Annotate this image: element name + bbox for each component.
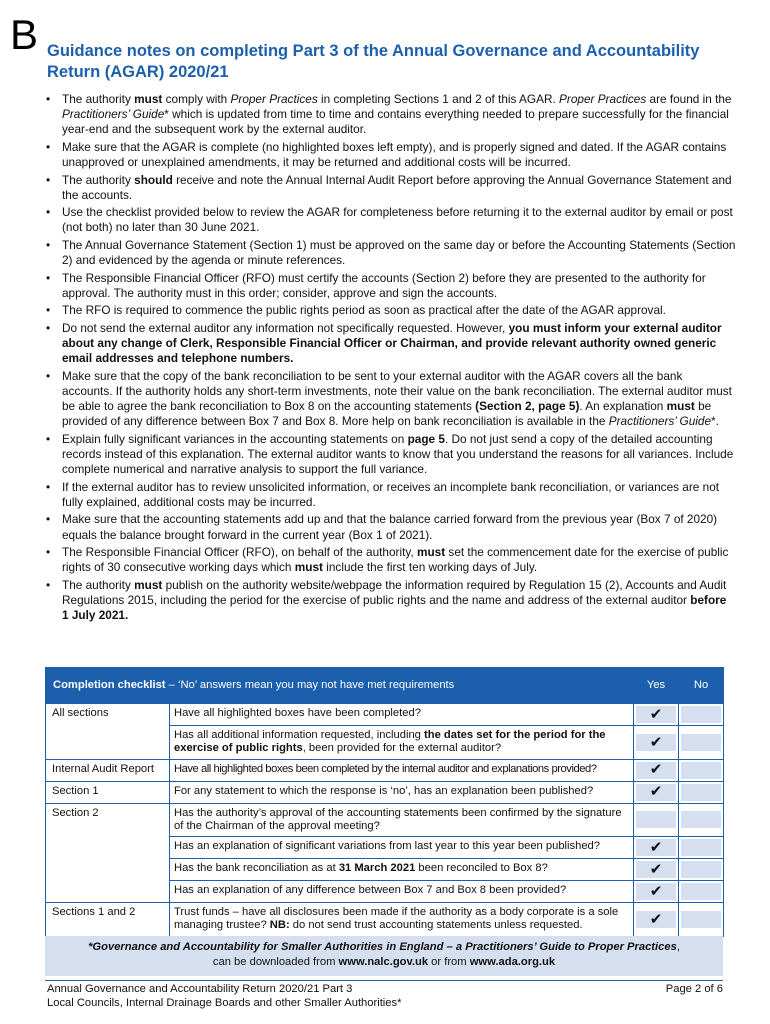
text-run: Make sure that the copy of the bank reconciliation to be sent to your external auditor with the AGAR covers all the bank accounts. If the authority holds any short-term investments, note their value on the bank reconciliation. The external auditor must be able to agree the bank reconciliation to Box 8 on the accounting statements [62,368,732,414]
text-run: receive and note the Annual Internal Audit Report before approving the Annual Governance Statement and the accounts. [62,172,732,202]
footnote-link-ada[interactable]: www.ada.org.uk [469,956,556,968]
checklist-yes-cell [634,759,679,781]
checkmark-icon: ✔ [649,861,663,879]
text-run: 31 March 2021 [338,862,416,875]
checklist-no-cell [679,903,724,937]
checklist-header-row [46,668,724,704]
guidance-bullet [46,545,736,575]
checklist-header-note: – ‘No’ answers mean you may not have met requirements [165,678,455,691]
bullet-dot-icon: • [46,512,51,527]
guidance-bullet [46,369,736,430]
footnote-link-nalc[interactable]: www.nalc.gov.uk [338,956,429,968]
guidance-bullet [46,578,736,623]
text-run: do not send trust accounting statements unless requested. [289,919,583,932]
guidance-bullet [46,303,736,318]
text-run: page 5 [407,431,445,446]
text-run: Explain fully significant variances in the accounting statements on [62,431,408,446]
text-run: in completing Sections 1 and 2 of this AGAR. [317,92,560,106]
checklist-no-checkbox[interactable] [681,883,721,900]
footer-audience: Local Councils, Internal Drainage Boards and other Smaller Authorities* [47,996,402,1009]
checklist-no-cell [679,859,724,881]
guidance-bullet [46,271,736,301]
completion-checklist-table [45,667,724,937]
no-column-header: No [679,668,724,704]
checkmark-icon: ✔ [649,883,663,901]
checklist-no-checkbox[interactable] [681,734,721,751]
checklist-yes-checkbox[interactable] [636,839,676,856]
checklist-row [46,704,724,726]
guidance-bullet [46,238,736,268]
checkmark-icon: ✔ [649,783,663,801]
bullet-dot-icon: • [46,479,51,494]
checklist-header [46,668,634,704]
text-run: Proper Practices [230,92,318,106]
text-run: The Responsible Financial Officer (RFO) must certify the accounts (Section 2) before they are presented to the authority for approval. The authority must in this order; consider, approve and sign the accounts. [62,270,706,300]
bullet-dot-icon: • [46,92,51,106]
text-run: are found in the [646,92,732,106]
text-run: publish on the authority website/webpage the information required by Regulation 15 (2), Accounts and Audit Regulations 2015, including the period for the exercise of public rights and the name and address of the external auditor [62,577,727,607]
checklist-question [170,803,634,837]
guidance-bullet [46,480,736,510]
text-run: For any statement to which the response is ‘no’, has an explanation been published? [174,784,594,797]
checklist-row [46,759,724,781]
text-run: been reconciled to Box 8? [415,862,548,875]
checklist-yes-cell [634,881,679,903]
checklist-yes-cell [634,903,679,937]
checklist-question [170,759,634,781]
checklist-yes-checkbox[interactable] [636,734,676,751]
text-run: must [416,545,446,560]
checklist-no-checkbox[interactable] [681,839,721,856]
text-run: should [134,172,173,187]
text-run: must [666,399,695,414]
checkmark-icon: ✔ [649,705,663,723]
checklist-no-cell [679,837,724,859]
checklist-yes-cell [634,781,679,803]
bullet-dot-icon: • [46,368,51,383]
checklist-header-title: Completion checklist [53,678,166,691]
bullet-dot-icon: • [46,205,51,220]
text-run: The Annual Governance Statement (Section 1) must be approved on the same day or before the Accounting Statements (Section 2) and evidenced by the agenda or minute references. [62,237,736,268]
text-run: Has the authority’s approval of the accounting statements been confirmed by the signature of the Chairman of the approval meeting? [174,806,622,832]
yes-column-header: Yes [634,668,679,704]
text-run: (Section 2, page 5) [475,399,580,414]
text-run: must [134,92,163,106]
footnote-guide-title: *Governance and Accountability for Smaller Authorities in England – a Practitioners’ Guide to Proper Practices [88,941,677,953]
checklist-section-label: Section 1 [46,781,170,803]
checklist-yes-checkbox[interactable] [636,883,676,900]
text-run: before 1 July 2021. [62,592,727,623]
text-run: Practitioners’ Guide [608,414,712,429]
text-run: Make sure that the accounting statements add up and that the balance carried forward from the previous year (Box 7 of 2020) equals the balance brought forward in the current year (Box 1 of 2021). [62,512,718,542]
footnote-comma: , [676,941,680,953]
text-run: . Do not just send a copy of the detailed accounting records instead of this explanation. The external auditor wants to know that you understand the reasons for all variances. Include complete numerical and narrative analysis to support the full variance. [62,431,734,477]
bullet-dot-icon: • [46,303,51,318]
text-run: . An explanation [579,399,667,414]
text-run: comply with [162,92,231,106]
text-run: must [294,560,323,575]
checklist-question [170,837,634,859]
checklist-yes-cell [634,859,679,881]
checklist-no-cell [679,726,724,760]
checklist-no-cell [679,803,724,837]
bullet-dot-icon: • [46,431,51,446]
bullet-dot-icon: • [46,545,51,560]
text-run: *. [711,414,719,429]
bullet-dot-icon: • [46,270,51,285]
checklist-no-checkbox[interactable] [681,911,721,928]
text-run: Have all highlighted boxes been completed by the internal auditor and explanations provided? [174,762,597,775]
checklist-question [170,881,634,903]
footnote [45,936,723,976]
checklist-yes-checkbox[interactable] [636,911,676,928]
guidance-bullet [46,205,736,235]
text-run: The Responsible Financial Officer (RFO), on behalf of the authority, [62,545,417,560]
text-run: Has all additional information requested, including [174,729,425,741]
text-run: If the external auditor has to review unsolicited information, or receives an incomplete bank reconciliation, or variances are not fully explained, additional costs may be incurred. [62,479,720,509]
guidance-bullet-list [46,92,736,626]
checklist-no-cell [679,881,724,903]
checkmark-icon: ✔ [649,839,663,857]
text-run: Trust funds – have all disclosures been made if the authority as a body corporate is a sole managing trustee? [174,906,619,932]
page-number: Page 2 of 6 [665,983,723,995]
text-run: include the first ten working days of July. [322,560,538,575]
text-run: * which is updated from time to time and contains everything needed to prepare successfully for the financial year-end and the subsequent work by the external auditor. [62,107,729,137]
checklist-question [170,903,634,937]
checklist-no-checkbox[interactable] [681,706,721,723]
section-letter: B [10,11,39,58]
checklist-row [46,781,724,803]
text-run: NB: [269,919,290,932]
checklist-no-checkbox[interactable] [681,762,721,779]
text-run: be provided of any difference between Box 7 and Box 8. More help on bank reconciliation is available in the [62,399,712,429]
checklist-yes-cell [634,704,679,726]
checklist-no-cell [679,781,724,803]
text-run: Practitioners’ Guide [62,107,165,122]
text-run: Has an explanation of any difference between Box 7 and Box 8 been provided? [174,884,567,897]
checkmark-icon: ✔ [649,733,663,751]
text-run: Do not send the external auditor any information not specifically requested. However, [62,320,509,335]
footnote-or-text: or from [428,956,470,968]
text-run: , been provided for the external auditor? [302,742,502,755]
checklist-no-checkbox[interactable] [681,784,721,801]
checklist-section-label: All sections [46,704,170,760]
guidance-bullet [46,432,736,477]
text-run: Has the bank reconciliation as at [174,862,339,875]
text-run: Have all highlighted boxes have been completed? [174,707,421,719]
checklist-no-cell [679,704,724,726]
text-run: Make sure that the AGAR is complete (no highlighted boxes left empty), and is properly signed and dated. If the AGAR contains unapproved or unexplained amendments, it may be returned and additional costs will be incurred. [62,139,727,170]
bullet-dot-icon: • [46,172,51,187]
text-run: The authority [62,172,135,187]
text-run: The authority [62,92,135,106]
text-run: The RFO is required to commence the public rights period as soon as practical after the date of the AGAR approval. [62,303,666,318]
checklist-question [170,781,634,803]
checklist-yes-cell [634,726,679,760]
checklist-no-cell [679,759,724,781]
guidance-bullet [46,140,736,170]
guidance-bullet [46,173,736,203]
checklist-yes-cell [634,803,679,837]
checkmark-icon: ✔ [649,761,663,779]
text-run: must [134,577,163,592]
checklist-row [46,903,724,937]
guidance-bullet [46,321,736,366]
checkmark-icon: ✔ [649,910,663,928]
checklist-yes-checkbox[interactable] [636,811,676,828]
checklist-no-checkbox[interactable] [681,861,721,878]
text-run: Has an explanation of significant variations from last year to this year been published? [174,840,600,853]
checklist-section-label: Section 2 [46,803,170,903]
text-run: Proper Practices [559,92,647,106]
checklist-section-label: Sections 1 and 2 [46,903,170,937]
footer-document-title: Annual Governance and Accountability Return 2020/21 Part 3 [47,983,353,995]
checklist-section-label: Internal Audit Report [46,759,170,781]
checklist-question [170,726,634,760]
text-run: the dates set for the period for the exercise of public rights [174,729,606,755]
text-run: you must inform your external auditor about any change of Clerk, Responsible Financial Officer or Chairman, and provide relevant authority owned generic email addresses and telephone numbers. [62,320,722,366]
bullet-dot-icon: • [46,139,51,154]
checklist-question [170,859,634,881]
page-footer [47,983,723,1010]
checklist-yes-cell [634,837,679,859]
checklist-question [170,704,634,726]
bullet-dot-icon: • [46,237,51,252]
footnote-download-text: can be downloaded from [212,956,339,968]
checklist-yes-checkbox[interactable] [636,762,676,779]
checklist-yes-checkbox[interactable] [636,784,676,801]
page-title: Guidance notes on completing Part 3 of the Annual Governance and Accountability Return (AGAR) 2020/21 [47,42,700,81]
guidance-bullet [46,92,736,137]
guidance-bullet [46,512,736,542]
checklist-row [46,803,724,837]
bullet-dot-icon: • [46,577,51,592]
text-run: set the commencement date for the exercise of public rights of 30 consecutive working days which [62,545,729,575]
footer-divider [45,980,723,981]
text-run: The authority [62,577,135,592]
text-run: Use the checklist provided below to review the AGAR for completeness before returning it to the external auditor by email or post (not both) no later than 30 June 2021. [62,205,733,235]
checklist-no-checkbox[interactable] [681,811,721,828]
bullet-dot-icon: • [46,320,51,335]
checklist-yes-checkbox[interactable] [636,861,676,878]
checklist-yes-checkbox[interactable] [636,706,676,723]
